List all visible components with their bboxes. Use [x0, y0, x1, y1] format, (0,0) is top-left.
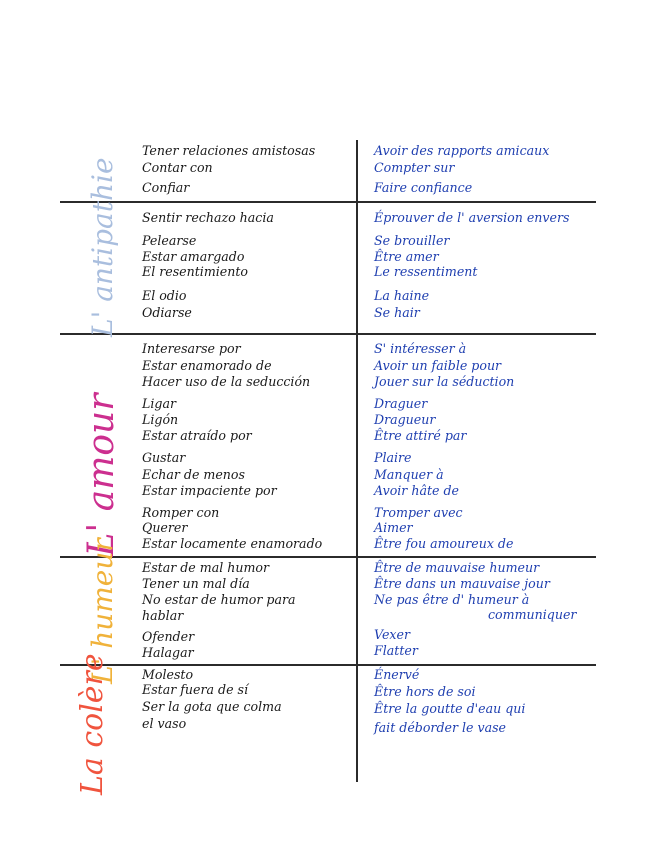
es-term: Estar locamente enamorado [142, 536, 323, 551]
fr-term: Éprouver de l' aversion envers [374, 210, 570, 225]
fr-term: fait déborder le vase [374, 720, 507, 735]
fr-term: Jouer sur la séduction [374, 374, 515, 389]
fr-term: Être hors de soi [374, 684, 476, 699]
fr-term: Se hair [374, 305, 420, 320]
fr-term: Vexer [374, 627, 410, 642]
fr-term: Plaire [374, 450, 412, 465]
es-term: El odio [142, 288, 187, 303]
es-term: Ligar [142, 396, 176, 411]
fr-term: Avoir hâte de [374, 483, 459, 498]
fr-term: Se brouiller [374, 233, 450, 248]
es-term: Odiarse [142, 305, 192, 320]
fr-term: Flatter [374, 643, 418, 658]
section-divider-1 [60, 201, 596, 203]
es-term: Gustar [142, 450, 186, 465]
fr-term: Être de mauvaise humeur [374, 560, 540, 575]
es-term: Querer [142, 520, 188, 535]
es-term: hablar [142, 608, 184, 623]
fr-term: La haine [374, 288, 430, 303]
fr-term: Dragueur [374, 412, 436, 427]
es-term: Echar de menos [142, 467, 245, 482]
es-term: Estar amargado [142, 249, 245, 264]
section-label-amour: L' amour [81, 393, 122, 557]
column-divider [356, 140, 358, 782]
fr-term: Manquer à [374, 467, 444, 482]
fr-term: Énervé [374, 667, 420, 682]
es-term: Hacer uso de la seducción [142, 374, 311, 389]
es-term: El resentimiento [142, 264, 248, 279]
es-term: Romper con [142, 505, 220, 520]
es-term: No estar de humor para [142, 592, 296, 607]
section-divider-2 [60, 333, 596, 335]
fr-term: Avoir un faible pour [374, 358, 502, 373]
es-term: Estar impaciente por [142, 483, 277, 498]
fr-term: Draguer [374, 396, 428, 411]
es-term: Sentir rechazo hacia [142, 210, 274, 225]
fr-term: Être fou amoureux de [374, 536, 514, 551]
es-term: Interesarse por [142, 341, 241, 356]
es-term: Ligón [142, 412, 179, 427]
fr-term: Tromper avec [374, 505, 463, 520]
es-term: el vaso [142, 716, 187, 731]
es-term: Halagar [142, 645, 194, 660]
es-term: Ofender [142, 629, 195, 644]
fr-term: Compter sur [374, 160, 455, 175]
fr-term: S' intéresser à [374, 341, 467, 356]
section-label-antipathie: L' antipathie [86, 157, 119, 337]
section-label-humeur: L' humeur [86, 538, 119, 684]
fr-term: Être attiré par [374, 428, 467, 443]
fr-term: Être la goutte d'eau qui [374, 701, 526, 716]
es-term: Tener relaciones amistosas [142, 143, 316, 158]
es-term: Estar fuera de sí [142, 682, 249, 697]
fr-term: Être dans un mauvaise jour [374, 576, 550, 591]
fr-term: communiquer [488, 607, 577, 622]
section-label-colere: La colère [75, 653, 110, 795]
es-term: Molesto [142, 667, 194, 682]
es-term: Tener un mal día [142, 576, 250, 591]
fr-term: Avoir des rapports amicaux [374, 143, 550, 158]
es-term: Ser la gota que colma [142, 699, 282, 714]
fr-term: Faire confiance [374, 180, 473, 195]
fr-term: Aimer [374, 520, 413, 535]
section-divider-3 [60, 556, 596, 558]
es-term: Contar con [142, 160, 213, 175]
fr-term: Être amer [374, 249, 439, 264]
es-term: Estar atraído por [142, 428, 252, 443]
es-term: Estar de mal humor [142, 560, 270, 575]
fr-term: Ne pas être d' humeur à [374, 592, 530, 607]
es-term: Estar enamorado de [142, 358, 272, 373]
es-term: Pelearse [142, 233, 197, 248]
section-divider-4 [60, 664, 596, 666]
es-term: Confiar [142, 180, 190, 195]
fr-term: Le ressentiment [374, 264, 478, 279]
